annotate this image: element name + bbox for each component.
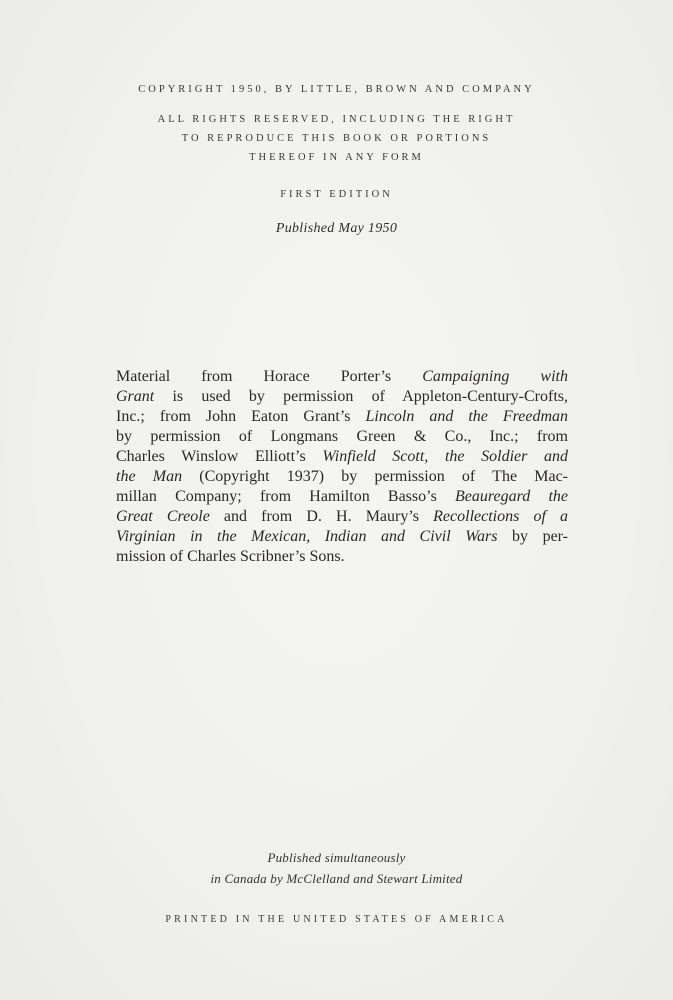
permissions-line: [116, 487, 568, 507]
body-text: by per-: [497, 528, 569, 545]
permissions-line: [116, 407, 568, 427]
body-text: mission of Charles Scribner’s Sons.: [116, 548, 345, 565]
simultaneous-publication-line-1: Published simultaneously: [267, 850, 406, 865]
book-title-text: Recollections of a: [433, 508, 569, 525]
book-title-text: the Man: [116, 468, 183, 485]
body-text: Charles Winslow Elliott’s: [116, 448, 323, 465]
book-title-text: Lincoln and the Freedman: [365, 408, 568, 425]
body-text: Material from Horace Porter’s: [116, 368, 423, 385]
book-title-text: Beauregard the: [455, 488, 568, 505]
rights-line-1: ALL RIGHTS RESERVED, INCLUDING THE RIGHT: [157, 114, 516, 125]
permissions-paragraph: [116, 367, 568, 567]
permissions-line: [116, 507, 568, 527]
permissions-line: [116, 447, 568, 467]
permissions-line: [116, 467, 568, 487]
book-title-text: Winfield Scott, the Soldier and: [322, 448, 568, 465]
printed-in-line: PRINTED IN THE UNITED STATES OF AMERICA: [165, 914, 508, 925]
book-title-text: Virginian in the Mexican, Indian and Civil Wars: [116, 528, 498, 545]
rights-line-2: TO REPRODUCE THIS BOOK OR PORTIONS: [181, 133, 492, 144]
published-date: Published May 1950: [275, 221, 398, 236]
copyright-line: COPYRIGHT 1950, BY LITTLE, BROWN AND COMPANY: [138, 84, 535, 95]
permissions-line: [116, 387, 568, 407]
body-text: and from D. H. Maury’s: [209, 508, 434, 525]
book-title-text: Great Creole: [116, 508, 210, 525]
permissions-line: [116, 367, 568, 387]
permissions-line: [116, 547, 568, 567]
rights-line-3: THEREOF IN ANY FORM: [249, 152, 424, 163]
body-text: is used by permission of Appleton-Century-Crofts,: [154, 388, 568, 405]
body-text: by permission of Longmans Green & Co., Inc.; from: [116, 428, 568, 445]
body-text: (Copyright 1937) by permission of The Mac-: [182, 468, 569, 485]
permissions-line: [116, 527, 568, 547]
edition-line: FIRST EDITION: [280, 189, 393, 200]
body-text: Inc.; from John Eaton Grant’s: [116, 408, 366, 425]
book-title-text: Campaigning with: [422, 368, 568, 385]
book-title-text: Grant: [116, 388, 155, 405]
permissions-line: [116, 427, 568, 447]
simultaneous-publication-line-2: in Canada by McClelland and Stewart Limited: [210, 871, 463, 886]
body-text: millan Company; from Hamilton Basso’s: [116, 488, 455, 505]
